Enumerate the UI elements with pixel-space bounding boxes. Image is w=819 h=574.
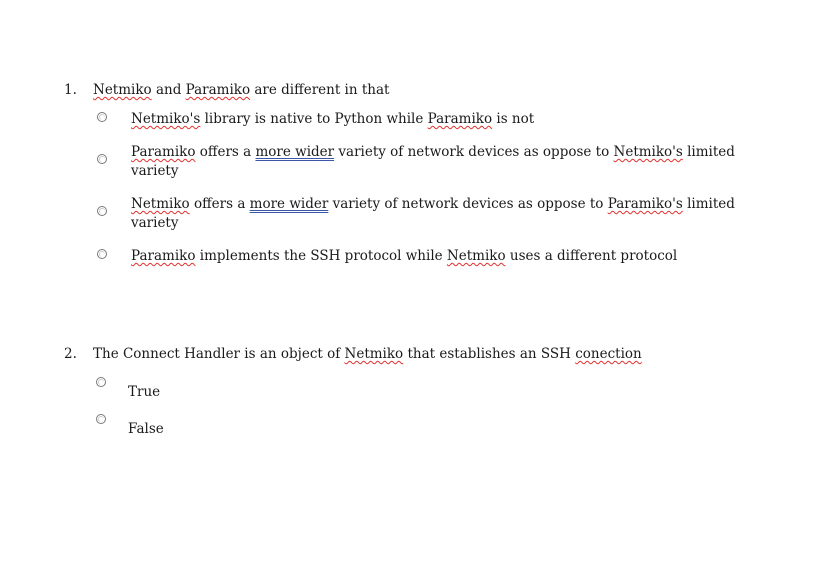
grammar-flag: more wider	[249, 196, 329, 212]
q2-option-false-label: False	[128, 421, 164, 437]
option-text: variety of network devices as oppose to	[328, 196, 608, 212]
spell-flag: Netmiko's	[131, 111, 201, 127]
prompt-text: are different in that	[250, 82, 390, 98]
spell-flag: Paramiko	[131, 144, 196, 160]
question-2-number: 2.	[64, 346, 77, 362]
radio-q1-option-d[interactable]	[97, 249, 107, 259]
grammar-flag: more wider	[255, 144, 335, 160]
spell-flag: Paramiko	[131, 248, 196, 264]
option-text: offers a	[195, 144, 256, 160]
question-1-number: 1.	[64, 82, 77, 98]
q1-option-a-label	[131, 110, 771, 129]
spell-flag: Netmiko	[344, 346, 404, 362]
question-2-prompt	[93, 345, 642, 364]
prompt-text: The Connect Handler is an object of	[93, 346, 345, 362]
q1-option-b-label	[131, 143, 771, 181]
option-text: offers a	[189, 196, 250, 212]
option-text: implements the SSH protocol while	[195, 248, 447, 264]
spell-flag: Paramiko	[427, 111, 493, 127]
spell-flag: Netmiko's	[613, 144, 683, 160]
spell-flag: Netmiko	[131, 196, 190, 212]
option-text: limited variety	[131, 196, 735, 231]
q1-option-c-label	[131, 195, 771, 233]
q1-option-d-label	[131, 247, 771, 266]
spell-flag: conection	[575, 346, 642, 362]
spell-flag: Paramiko's	[607, 196, 683, 212]
option-text: limited variety	[131, 144, 735, 179]
radio-q2-true[interactable]	[96, 377, 106, 387]
option-text: uses a different protocol	[505, 248, 678, 264]
option-text: variety of network devices as oppose to	[334, 144, 614, 160]
spell-flag: Netmiko	[93, 82, 152, 98]
prompt-text: that establishes an SSH	[403, 346, 576, 362]
prompt-text: and	[151, 82, 186, 98]
q2-option-true-label: True	[128, 384, 161, 400]
radio-q1-option-a[interactable]	[97, 112, 107, 122]
question-1-prompt	[93, 81, 389, 100]
spell-flag: Paramiko	[185, 82, 251, 98]
radio-q2-false[interactable]	[96, 414, 106, 424]
option-text: library is native to Python while	[200, 111, 428, 127]
radio-q1-option-b[interactable]	[97, 154, 107, 164]
option-text: is not	[492, 111, 535, 127]
radio-q1-option-c[interactable]	[97, 206, 107, 216]
spell-flag: Netmiko	[446, 248, 506, 264]
